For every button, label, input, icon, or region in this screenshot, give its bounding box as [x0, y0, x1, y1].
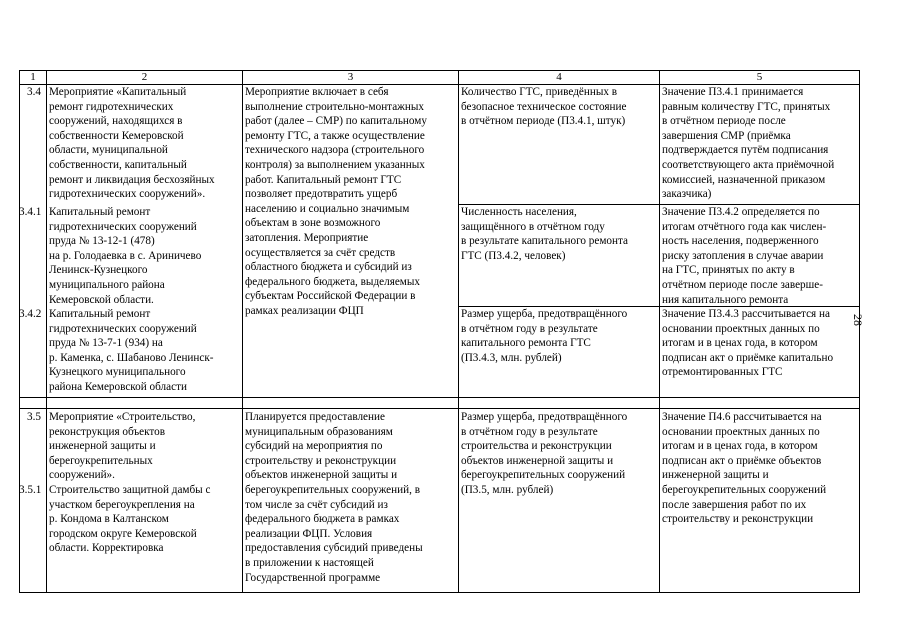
rule-section-break-top	[19, 397, 860, 398]
row-3-4-1-col2: Капитальный ремонт гидротехнических сооружений пруда № 13-12-1 (478) на р. Голодаевка в с. Ариничево Ленинск-Кузнецкого муниципального района Кемеровской области.	[49, 206, 202, 306]
row-3-4-2-col2: Капитальный ремонт гидротехнических сооружений пруда № 13-7-1 (934) на р. Каменка, с. Шабаново Ленинск- Кузнецкого муниципального района Кемеровской области	[49, 308, 214, 393]
rule-col-2-3	[242, 70, 243, 593]
row-3-4-col4: Количество ГТС, приведённых в безопасное техническое состояние в отчётном периоде (П3.4.1, штук)	[461, 86, 627, 128]
header-col-1: 1	[30, 71, 36, 83]
row-id-3-5-1: 3.5.1	[19, 484, 42, 496]
row-id-3-4-1: 3.4.1	[19, 206, 42, 218]
page-number: 28	[851, 314, 865, 326]
row-3-5-1-col2: Строительство защитной дамбы с участком берегоукрепления на р. Кондома в Калтанском городском округе Кемеровской области. Корректировка	[49, 484, 211, 555]
row-3-4-2-col5: Значение П3.4.3 рассчитывается на основании проектных данных по итогам и в ценах года, в котором подписан акт о приёмке капитально отремонтированных ГТС	[662, 308, 834, 379]
rule-bottom	[19, 592, 860, 593]
rule-col-left	[19, 70, 20, 593]
row-3-4-1-col4: Численность населения, защищённого в отчётном году в результате капитального ремонта ГТС (П3.4.2, человек)	[461, 206, 628, 262]
row-3-4-col5: Значение П3.4.1 принимается равным количеству ГТС, принятых в отчётном периоде после завершения СМР (приёмка подтверждается путём подписания соответствующего акта приёмочной комиссией, назначенной приказом заказчика)	[662, 86, 835, 201]
header-col-5: 5	[756, 71, 763, 83]
row-id-3-5: 3.5	[27, 411, 41, 423]
col3-block-2: Планируется предоставление муниципальным образованиям субсидий на мероприятия по строительству и реконструкции объектов инженерной защиты и берегоукрепительных сооружений, в том числе за счёт субсидий из федерального бюджета в рамках реализации ФЦП. Условия предоставления субсидий приведены в приложении к настоящей Государственной программе	[245, 411, 423, 584]
header-col-2: 2	[141, 71, 148, 83]
rule-col-3-4	[458, 70, 459, 593]
row-3-4-2-col4: Размер ущерба, предотвращённого в отчётном году в результате капитального ремонта ГТС (П3.4.3, млн. рублей)	[461, 308, 628, 364]
row-3-4-col2: Мероприятие «Капитальный ремонт гидротехнических сооружений, находящихся в собственности Кемеровской области, муниципальной собственности, капитальный ремонт и ликвидация бесхозяйных гидротехнических сооружений».	[49, 86, 215, 201]
rule-section-break-bottom	[19, 408, 860, 409]
col3-block-1: Мероприятие включает в себя выполнение строительно-монтажных работ (далее – СМР) по капитальному ремонту ГТС, а также осуществление технического надзора (строительного контроля) за выполнением указанных работ. Капитальный ремонт ГТС позволяет предотвратить ущерб населению и социально значимым объектам в зоне возможного затопления. Мероприятие осуществляется за счёт средств областного бюджета и субсидий из федерального бюджета, выделяемых субъектам Российской Федерации в рамках реализации ФЦП	[245, 86, 427, 317]
header-col-3: 3	[347, 71, 354, 83]
row-id-3-4-2: 3.4.2	[19, 308, 42, 320]
rule-col-right	[859, 70, 860, 593]
row-id-3-4: 3.4	[27, 86, 41, 98]
rule-col-4-5	[659, 70, 660, 593]
row-3-5-col4: Размер ущерба, предотвращённого в отчётном году в результате строительства и реконструкции объектов инженерной защиты и берегоукрепительных сооружений (П3.5, млн. рублей)	[461, 411, 628, 496]
row-3-5-col2: Мероприятие «Строительство, реконструкция объектов инженерной защиты и берегоукрепительных сооружений».	[49, 411, 196, 482]
row-3-5-col5: Значение П4.6 рассчитывается на основании проектных данных по итогам и в ценах года, в котором подписан акт о приёмке объектов инженерной защиты и берегоукрепительных сооружений после завершения работ по их строительству и реконструкции	[662, 411, 827, 526]
row-3-4-1-col5: Значение П3.4.2 определяется по итогам отчётного года как числен- ность населения, подверженного риску затопления в случае аварии на ГТС, принятых по акту в отчётном периоде после заверше- ния капитального ремонта	[662, 206, 827, 306]
rule-col-1-2	[46, 70, 47, 593]
header-col-4: 4	[556, 71, 562, 83]
